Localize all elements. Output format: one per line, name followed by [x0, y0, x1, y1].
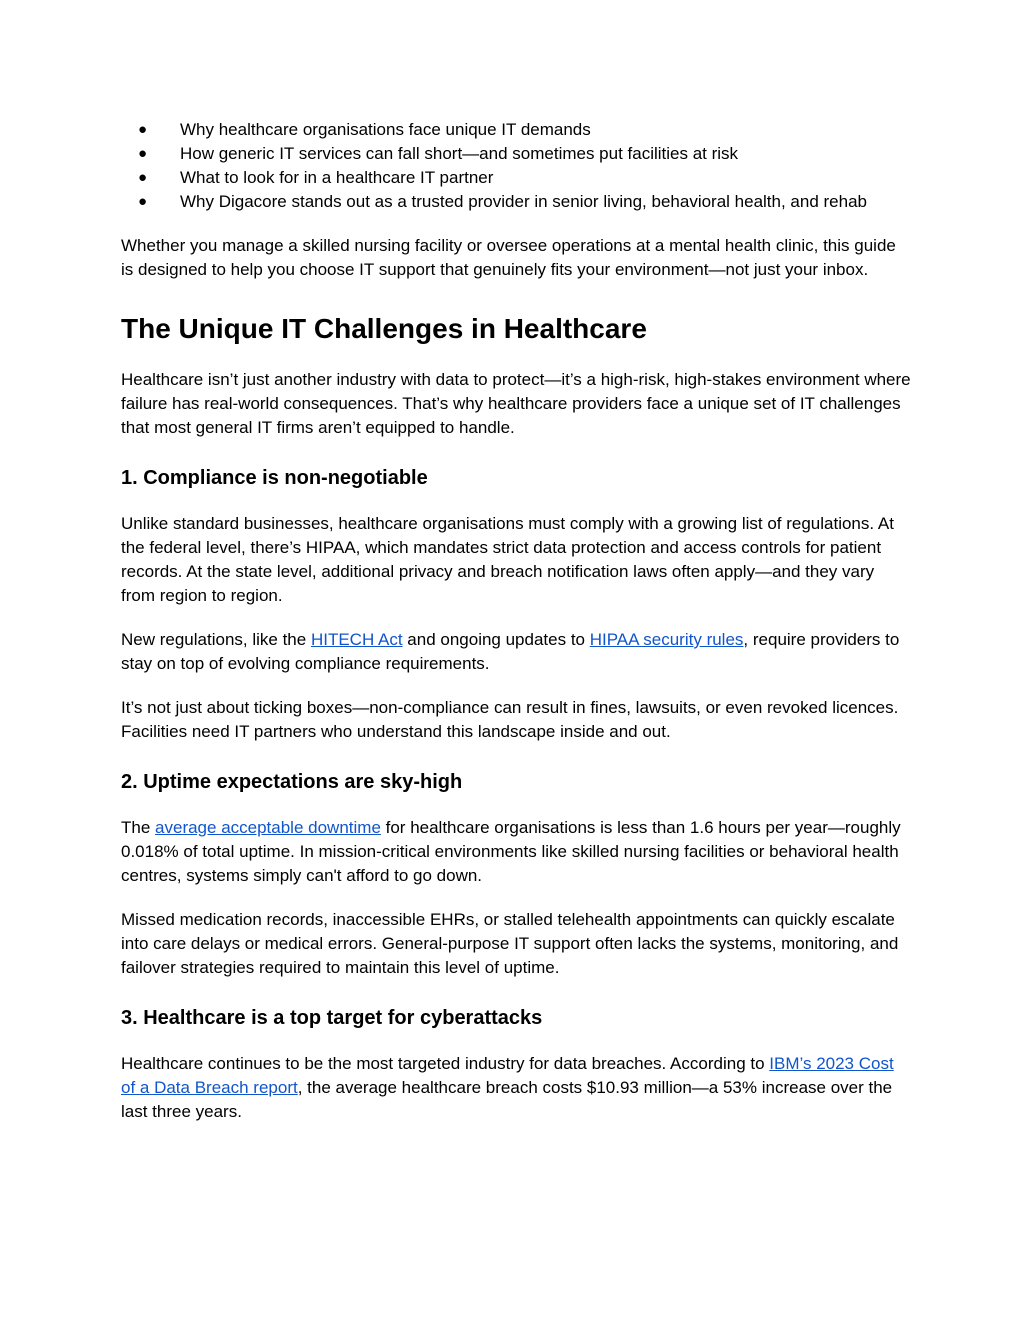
- section-1-paragraph-1: Unlike standard businesses, healthcare organisations must comply with a growing list of regulations. At the federal level, there’s HIPAA, which mandates strict data protection and access controls for patient records. At the state level, additional privacy and breach notification laws often apply—and they vary from region to region.: [121, 514, 894, 605]
- section-1-title: 1. Compliance is non-negotiable: [121, 467, 428, 489]
- section-3-title: 3. Healthcare is a top target for cyberattacks: [121, 1007, 543, 1029]
- list-item: ● Why healthcare organisations face unique IT demands: [121, 118, 911, 142]
- average-acceptable-downtime-link[interactable]: average acceptable downtime: [155, 818, 381, 837]
- page-title: The Unique IT Challenges in Healthcare: [121, 313, 647, 344]
- list-item: ● Why Digacore stands out as a trusted provider in senior living, behavioral health, and rehab: [121, 190, 911, 214]
- list-item: ● How generic IT services can fall short—and sometimes put facilities at risk: [121, 142, 911, 166]
- section-1-paragraph-3: It’s not just about ticking boxes—non-compliance can result in fines, lawsuits, or even revoked licences. Facilities need IT partners who understand this landscape inside and out.: [121, 698, 899, 741]
- section-2-title: 2. Uptime expectations are sky-high: [121, 771, 463, 793]
- section-1-paragraph-2: New regulations, like the HITECH Act and ongoing updates to HIPAA security rules, require providers to stay on top of evolving compliance requirements.: [121, 630, 900, 673]
- document-page: [121, 118, 911, 1124]
- bullet-icon: ●: [138, 193, 148, 210]
- ibm-breach-report-link[interactable]: IBM’s 2023 Cost of a Data Breach report: [121, 1054, 894, 1097]
- list-item: ● What to look for in a healthcare IT partner: [121, 166, 911, 190]
- bullet-icon: ●: [138, 145, 148, 162]
- hitech-act-link[interactable]: HITECH Act: [310, 630, 403, 649]
- bullet-icon: ●: [138, 169, 148, 186]
- bullet-icon: ●: [138, 121, 148, 138]
- hipaa-security-rules-link[interactable]: HIPAA security rules: [589, 630, 744, 649]
- bullet-list: [121, 118, 911, 214]
- heading-paragraph: Healthcare isn’t just another industry with data to protect—it’s a high-risk, high-stakes environment where failure has real-world consequences. That’s why healthcare providers face a unique set of IT challenges that most general IT firms aren’t equipped to handle.: [121, 370, 911, 437]
- section-2-paragraph-1: The average acceptable downtime for healthcare organisations is less than 1.6 hours per year—roughly 0.018% of total uptime. In mission-critical environments like skilled nursing facilities or behavioral health centres, systems simply can't afford to go down.: [121, 818, 901, 885]
- section-2-paragraph-2: Missed medication records, inaccessible EHRs, or stalled telehealth appointments can quickly escalate into care delays or medical errors. General-purpose IT support often lacks the systems, monitoring, and failover strategies required to maintain this level of uptime.: [121, 910, 899, 977]
- intro-paragraph: Whether you manage a skilled nursing facility or oversee operations at a mental health clinic, this guide is designed to help you choose IT support that genuinely fits your environment—not just your inbox.: [121, 236, 896, 279]
- section-3-paragraph-1: Healthcare continues to be the most targeted industry for data breaches. According to IBM’s 2023 Cost of a Data Breach report, the average healthcare breach costs $10.93 million—a 53% increase over the last three years.: [121, 1054, 894, 1121]
